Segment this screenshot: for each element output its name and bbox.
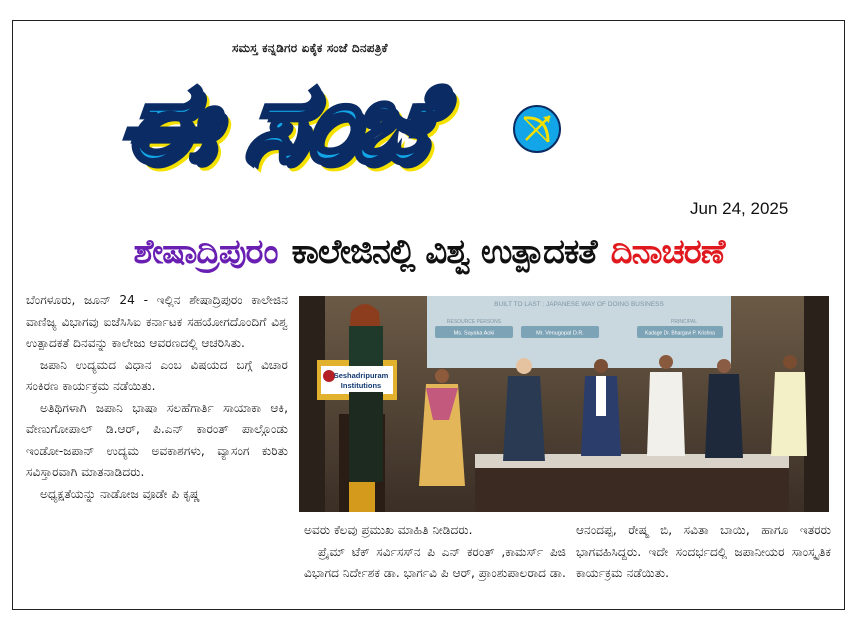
article-paragraph: ಅವರು ಕೆಲವು ಪ್ರಮುಖ ಮಾಹಿತಿ ನೀಡಿದರು. bbox=[304, 523, 473, 537]
article-paragraph: ಬೆಂಗಳೂರು, ಜೂನ್ 24 - ಇಲ್ಲಿನ ಶೇಷಾದ್ರಿಪುರಂ ಕಾಲೇಜಿನ ವಾಣಿಜ್ಯ ವಿಭಾಗವು ಐಜೆಸಿಸಿಐ ಕರ್ನಾಟಕ ಸಹಯೋಗದೊಂದಿಗೆ ವಿಶ್ವ ಉತ್ಪಾದಕತೆ ದಿನವನ್ನು ಕಾಲೇಜು ಆವರಣದಲ್ಲಿ ಆಚರಿಸಿತು. bbox=[26, 293, 288, 350]
masthead-tagline: ಸಮಸ್ತ ಕನ್ನಡಿಗರ ಏಕೈಕ ಸಂಜೆ ದಿನಪತ್ರಿಕೆ bbox=[232, 41, 388, 55]
article-headline bbox=[22, 224, 836, 280]
headline-part-3: ದಿನಾಚರಣೆ bbox=[610, 232, 725, 272]
article-paragraph: ಜಪಾನಿ ಉದ್ಯಮದ ವಿಧಾನ ಎಂಬ ವಿಷಯದ ಬಗ್ಗೆ ವಿಚಾರ ಸಂಕಿರಣ ಕಾರ್ಯಕ್ರಮ ನಡೆಯಿತು. bbox=[26, 357, 288, 393]
headline-part-2: ಕಾಲೇಜಿನಲ್ಲಿ ವಿಶ್ವ ಉತ್ಪಾದಕತೆ bbox=[291, 232, 597, 272]
bow-and-arrow-icon bbox=[512, 104, 562, 154]
publication-date: Jun 24, 2025 bbox=[690, 199, 789, 218]
article-paragraph: ಅಧ್ಯಕ್ಷತೆಯನ್ನು ನಾಡೋಜ ವೂಡೇ ಪಿ ಕೃಷ್ಣ bbox=[40, 486, 201, 501]
screen-name-2: Mr. Venugopal D.R. bbox=[536, 330, 584, 337]
article-paragraph: ಅತಿಥಿಗಳಾಗಿ ಜಪಾನಿ ಭಾಷಾ ಸಲಹೆಗಾರ್ತಿ ಸಾಯಾಕಾ ಆಕಿ, ವೇಣುಗೋಪಾಲ್ ಡಿ.ಆರ್, ಪಿ.ಎನ್ ಕಾರಂತ್ ಪಾಲ್ಗೊಂಡು ಇಂಡೋ-ಜಪಾನ್ ಉದ್ಯಮ ಅವಕಾಶಗಳು, ವ್ಯಾಸಂಗ ಕುರಿತು ಸವಿಸ್ತಾರವಾಗಿ ಮಾತನಾಡಿದರು. bbox=[26, 400, 288, 479]
event-photo bbox=[299, 296, 829, 512]
article-paragraph: ಪ್ರೈಮ್ ಟೆಕ್ ಸರ್ವಿಸಸ್‌ನ ಪಿ ಎನ್ ಕರಂತ್ ,ಕಾಮರ್ಸ್ ಪಿಜಿ ವಿಭಾಗದ ನಿರ್ದೇಶಕ ಡಾ. ಭಾರ್ಗವಿ ಪಿ ಆರ್, ಪ್ರಾಂಶುಪಾಲರಾದ ಡಾ. bbox=[304, 544, 566, 580]
article-paragraph: ಆನಂದಪ್ಪ, ರೇಷ್ಮ ಬಿ, ಸವಿತಾ ಬಾಯಿ, ಹಾಗೂ ಇತರರು ಭಾಗವಹಿಸಿದ್ದರು. ಇದೇ ಸಂದರ್ಭದಲ್ಲಿ ಜಪಾನೀಯರ ಸಾಂಸ್ಕೃತಿಕ ಕಾರ್ಯಕ್ರಮ ನಡೆಯಿತು. bbox=[576, 523, 831, 580]
headline-part-1: ಶೇಷಾದ್ರಿಪುರಂ bbox=[133, 232, 278, 272]
podium-line-1: Seshadripuram bbox=[333, 371, 389, 380]
screen-resource-label: RESOURCE PERSONS bbox=[446, 319, 502, 325]
article-column-3 bbox=[576, 520, 831, 585]
screen-title: BUILT TO LAST : JAPANESE WAY OF DOING BUSINESS bbox=[494, 301, 664, 308]
screen-name-3: Kadage Dr. Bhargavi P. Krishna bbox=[645, 330, 715, 337]
screen-name-1: Ms. Sayaka Aoki bbox=[453, 330, 495, 337]
article-column-1 bbox=[26, 290, 288, 505]
article-column-2 bbox=[304, 520, 566, 585]
masthead-title: ಈ ಸಂಜೆ bbox=[111, 58, 434, 188]
podium-line-2: Institutions bbox=[340, 381, 382, 390]
screen-principal-label: PRINCIPAL bbox=[670, 319, 698, 325]
masthead-logo bbox=[111, 48, 758, 198]
